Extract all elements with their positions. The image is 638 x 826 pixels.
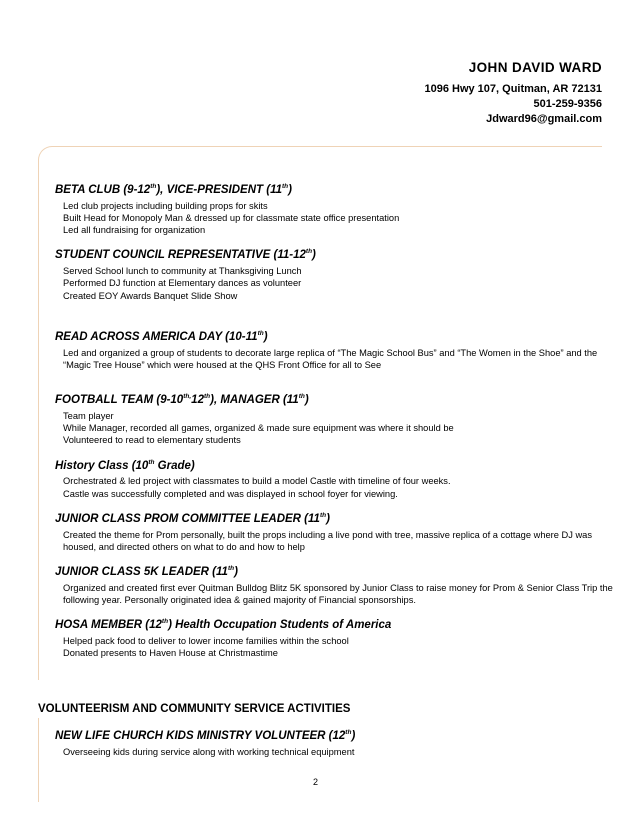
section-title: BETA CLUB (9-12th), VICE-PRESIDENT (11th) — [55, 183, 292, 196]
section-title: READ ACROSS AMERICA DAY (10-11th) — [55, 329, 268, 343]
email: Jdward96@gmail.com — [486, 113, 602, 125]
section-title: FOOTBALL TEAM $(9-10^{th,}12th)$, MANAGER (11th) — [55, 393, 309, 406]
list-item: Created EOY Awards Banquet Slide Show — [63, 290, 238, 301]
spacer — [55, 310, 615, 326]
section-5k-leader — [55, 561, 615, 606]
list-item: Built Head for Monopoly Man & dressed up for classmate state office presentation — [63, 213, 400, 224]
list-item: Created the theme for Prom personally, built the props including a live pond with tree, massive replica of a cottage where DJ was housed, and directed others on what to do and how to help — [63, 529, 592, 552]
list-item: Volunteered to read to elementary students — [63, 435, 241, 446]
list-item: Donated presents to Haven House at Christmastime — [63, 648, 278, 659]
list-item: Served School lunch to community at Thanksgiving Lunch — [63, 266, 302, 277]
section-title: History Class (10th Grade) — [55, 458, 195, 472]
list-item: While Manager, recorded all games, organized & made sure equipment was where it should be — [63, 423, 454, 434]
list-item: Orchestrated & led project with classmates to build a model Castle with timeline of four weeks. — [63, 476, 451, 487]
applicant-name: JOHN DAVID WARD — [468, 60, 602, 75]
list-item: Organized and created first ever Quitman Bulldog Blitz 5K sponsored by Junior Class to raise money for Prom & Senior Class Trip the following year. Personally originated idea & gained majority of Financial sponsorships. — [63, 582, 613, 606]
section-title: JUNIOR CLASS PROM COMMITTEE LEADER (11th) — [55, 511, 330, 525]
section-title: STUDENT COUNCIL REPRESENTATIVE (11-12th) — [55, 248, 316, 262]
section-history-class — [55, 455, 615, 500]
resume-header — [424, 60, 602, 127]
address: 1096 Hwy 107, Quitman, AR 72131 — [424, 83, 602, 95]
section-hosa-member — [55, 614, 615, 659]
section-title: JUNIOR CLASS 5K LEADER (11th) — [55, 565, 238, 578]
volunteer-list — [55, 725, 615, 766]
activities-list — [55, 179, 615, 667]
list-item: Led all fundraising for organization — [63, 225, 206, 236]
left-border-line-lower — [38, 718, 39, 802]
section-prom-committee — [55, 508, 615, 553]
section-football-team — [55, 389, 615, 446]
section-title: NEW LIFE CHURCH KIDS MINISTRY VOLUNTEER (12th) — [55, 729, 356, 742]
list-item: Overseeing kids during service along with working technical equipment — [63, 746, 355, 757]
header-divider — [38, 146, 602, 161]
list-item: Led club projects including building props for skits — [63, 200, 268, 211]
list-item: Led and organized a group of students to decorate large replica of “The Magic School Bus” and “The Women in the Shoe” and the “Magic Tree House” which were housed at the QHS Front Office for all to See — [63, 347, 598, 370]
volunteer-heading: VOLUNTEERISM AND COMMUNITY SERVICE ACTIVITIES — [38, 703, 351, 715]
list-item: Team player — [63, 410, 114, 421]
section-title: HOSA MEMBER (12th) Health Occupation Students of America — [55, 618, 392, 632]
list-item: Performed DJ function at Elementary dances as volunteer — [63, 278, 302, 289]
page-number: 2 — [313, 777, 319, 787]
section-beta-club — [55, 179, 615, 236]
section-church-volunteer — [55, 725, 615, 758]
section-read-across-america — [55, 326, 615, 371]
phone: 501-259-9356 — [533, 98, 602, 110]
list-item: Castle was successfully completed and was displayed in school foyer for viewing. — [63, 488, 398, 499]
section-student-council — [55, 244, 615, 301]
spacer — [55, 379, 615, 389]
list-item: Helped pack food to deliver to lower income families within the school — [63, 636, 349, 647]
left-border-line — [38, 160, 39, 680]
